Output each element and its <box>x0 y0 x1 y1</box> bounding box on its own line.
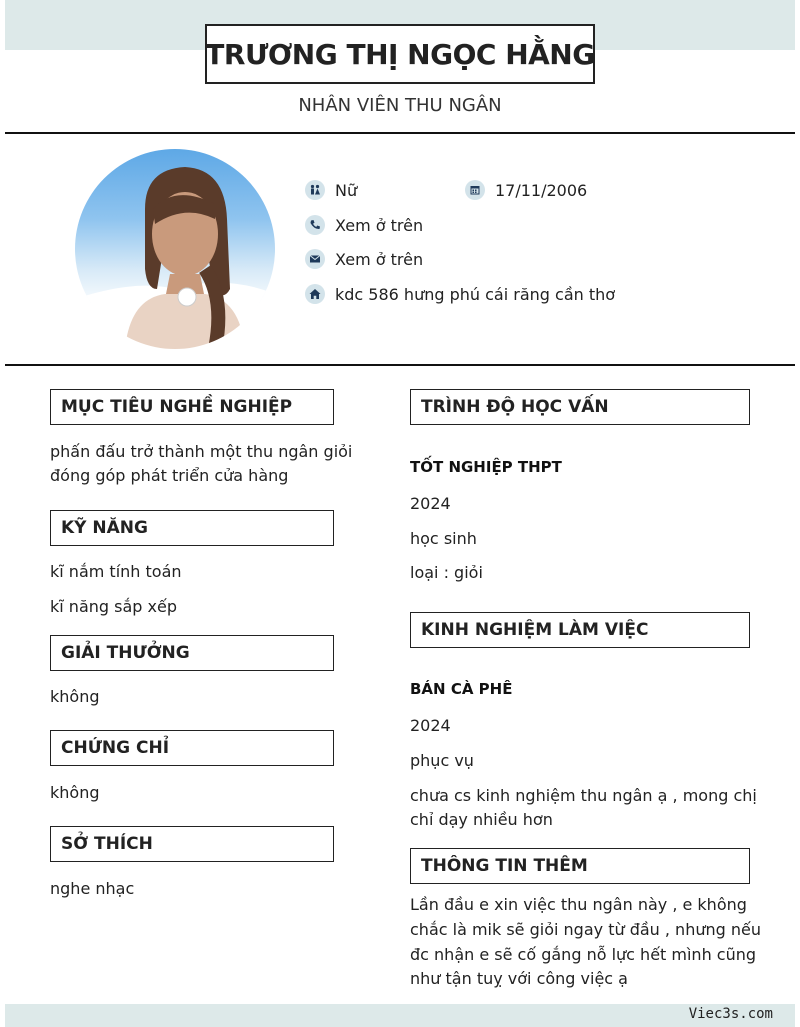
skill-item: kĩ nắm tính toán <box>50 562 182 581</box>
section-title-additional: THÔNG TIN THÊM <box>410 848 750 884</box>
phone-row <box>305 215 423 235</box>
additional-line: Lần đầu e xin việc thu ngân này , e không <box>410 895 747 914</box>
home-icon <box>305 284 325 304</box>
section-title-awards: GIẢI THƯỞNG <box>50 635 334 671</box>
additional-line: chắc là mik sẽ giỏi ngay từ đầu , nhưng nếu <box>410 920 761 939</box>
hobbies-text: nghe nhạc <box>50 879 135 898</box>
avatar <box>75 149 275 349</box>
gender-icon <box>305 180 325 200</box>
gender-value: Nữ <box>335 180 358 200</box>
address-value: kdc 586 hưng phú cái răng cần thơ <box>335 284 616 304</box>
certificates-text: không <box>50 783 100 802</box>
section-title-hobbies: SỞ THÍCH <box>50 826 334 862</box>
phone-icon <box>305 215 325 235</box>
section-title-certificates: CHỨNG CHỈ <box>50 730 334 766</box>
experience-company: BÁN CÀ PHÊ <box>410 680 513 698</box>
section-title-education: TRÌNH ĐỘ HỌC VẤN <box>410 389 750 425</box>
section-title-skills: KỸ NĂNG <box>50 510 334 546</box>
divider-top <box>5 132 795 134</box>
objective-line: phấn đấu trở thành một thu ngân giỏi <box>50 442 353 461</box>
education-note: loại : giỏi <box>410 563 483 582</box>
footer-brand: Viec3s.com <box>688 1006 773 1022</box>
skill-item: kĩ năng sắp xếp <box>50 597 177 616</box>
education-role: học sinh <box>410 529 477 548</box>
bottom-band <box>5 1004 795 1027</box>
email-row <box>305 249 423 269</box>
job-title: NHÂN VIÊN THU NGÂN <box>298 95 502 116</box>
experience-line: chưa cs kinh nghiệm thu ngân ạ , mong chị <box>410 786 757 805</box>
calendar-icon <box>465 180 485 200</box>
objective-line: đóng góp phát triển cửa hàng <box>50 466 289 485</box>
divider-middle <box>5 364 795 366</box>
gender-row <box>305 180 357 200</box>
experience-line: chỉ dạy nhiều hơn <box>410 810 553 829</box>
envelope-icon <box>305 249 325 269</box>
education-year: 2024 <box>410 494 451 513</box>
phone-value: Xem ở trên <box>335 215 424 235</box>
candidate-name: TRƯƠNG THỊ NGỌC HẰNG <box>205 24 595 84</box>
experience-year: 2024 <box>410 716 451 735</box>
email-value: Xem ở trên <box>335 249 424 269</box>
awards-text: không <box>50 687 100 706</box>
birthdate-value: 17/11/2006 <box>495 180 588 200</box>
birthdate-row <box>465 180 587 200</box>
address-row <box>305 284 615 304</box>
additional-line: đc nhận e sẽ cố gắng nỗ lực hết mình cũng <box>410 945 757 964</box>
additional-line: như tận tuỵ với công việc ạ <box>410 969 628 988</box>
experience-role: phục vụ <box>410 751 474 770</box>
section-title-objective: MỤC TIÊU NGHỀ NGHIỆP <box>50 389 334 425</box>
section-title-experience: KINH NGHIỆM LÀM VIỆC <box>410 612 750 648</box>
education-school: TỐT NGHIỆP THPT <box>410 458 562 476</box>
